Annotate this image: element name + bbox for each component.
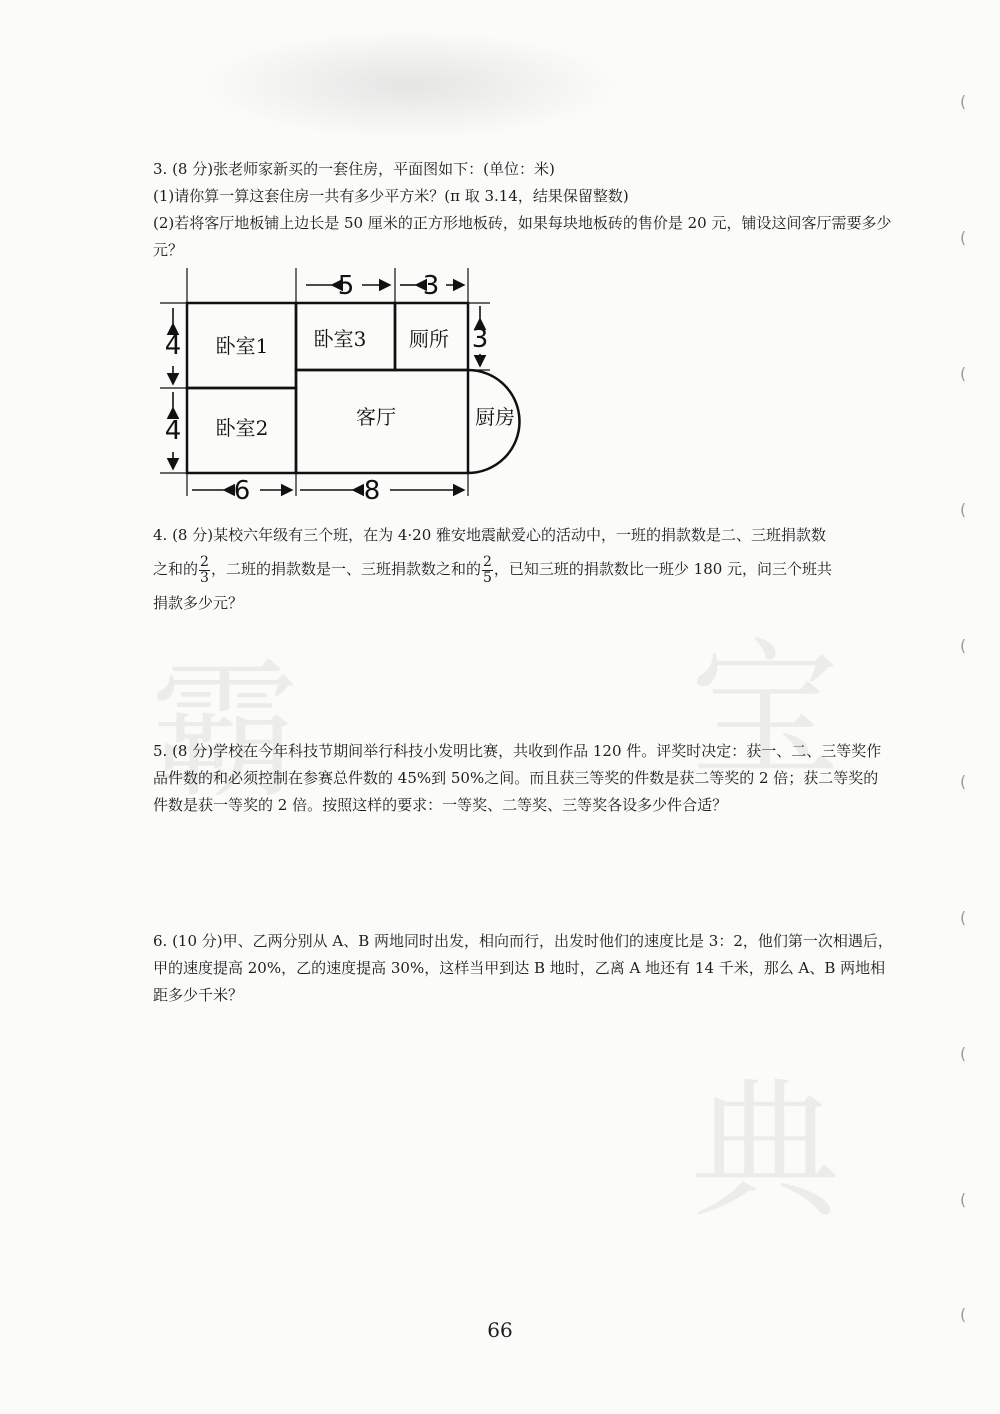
question-6-text: 6. (10 分)甲、乙两分别从 A、B 两地同时出发，相向而行，出发时他们的速度比是 3：2，他们第一次相遇后，甲的速度提高 20%，乙的速度提高 30%，这样当甲到达 B 地时，乙离 A 地还有 14 千米，那么 A、B 两地相距多少千米？ (153, 932, 893, 1004)
binding-hole-icon: ( (960, 908, 967, 927)
question-4-segment: 之和的 (153, 560, 199, 578)
room-label-bedroom3: 卧室3 (313, 327, 367, 351)
room-label-toilet: 厕所 (409, 327, 449, 351)
fraction-numerator: 2 (200, 553, 209, 570)
room-label-bedroom2: 卧室2 (215, 416, 269, 440)
fraction-two-thirds (199, 555, 210, 586)
watermark-char: 霸 (150, 645, 301, 819)
dimension-top-left: 5 (337, 271, 355, 301)
question-6 (153, 928, 893, 1009)
dimension-top-right: 3 (422, 271, 440, 301)
binding-hole-icon: ( (960, 636, 967, 655)
question-3-part-1: (1)请你算一算这套住房一共有多少平方米？(π 取 3.14，结果保留整数) (153, 187, 629, 205)
question-5-text: 5. (8 分)学校在今年科技节期间举行科技小发明比赛，共收到作品 120 件。评奖时决定：获一、二、三等奖作品件数的和必须控制在参赛总件数的 45%到 50%之间。而且获三等奖的件数是获二等奖的 2 倍；获二等奖的件数是获一等奖的 2 倍。按照这样的要求：一等奖、二等奖、三等奖各设多少件合适？ (153, 742, 882, 814)
question-4 (153, 518, 893, 620)
question-4-line-3: 捐款多少元？ (153, 594, 244, 612)
binding-hole-icon: ( (960, 228, 967, 247)
question-3-part-2: (2)若将客厅地板铺上边长是 50 厘米的正方形地板砖，如果每块地板砖的售价是 20 元，铺设这间客厅需要多少元？ (153, 214, 892, 259)
binding-hole-icon: ( (960, 500, 967, 519)
dimension-right: 3 (471, 324, 489, 354)
binding-hole-icon: ( (960, 1305, 967, 1324)
question-4-segment: ，已知三班的捐款数比一班少 180 元，问三个班共 (493, 560, 833, 578)
question-4-line-1: 4. (8 分)某校六年级有三个班，在为 4·20 雅安地震献爱心的活动中，一班的捐款数是二、三班捐款数 (153, 526, 827, 544)
dimension-bottom-right: 8 (363, 476, 381, 506)
room-label-bedroom1: 卧室1 (215, 334, 269, 358)
dimension-left-upper: 4 (164, 331, 182, 361)
binding-holes (960, 0, 980, 1414)
binding-hole-icon: ( (960, 1044, 967, 1063)
dimension-left-lower: 4 (164, 416, 182, 446)
question-3-header: 3. (8 分)张老师家新买的一套住房，平面图如下：(单位：米) (153, 160, 555, 178)
question-4-segment: ，二班的捐款数是一、三班捐款数之和的 (210, 560, 481, 578)
question-4-line-2 (153, 552, 893, 586)
binding-hole-icon: ( (960, 92, 967, 111)
question-3 (153, 156, 893, 264)
binding-hole-icon: ( (960, 772, 967, 791)
fraction-denominator: 5 (482, 569, 492, 586)
room-label-kitchen: 厨房 (475, 405, 515, 429)
scan-smudge (200, 30, 620, 140)
watermark-char: 典 (690, 1065, 841, 1239)
room-label-living-room: 客厅 (356, 405, 396, 429)
binding-hole-icon: ( (960, 1190, 967, 1209)
fraction-denominator: 3 (200, 569, 209, 586)
page-number: 66 (487, 1318, 513, 1342)
watermark-char: 宝 (690, 625, 841, 799)
floor-plan (150, 262, 530, 512)
fraction-numerator: 2 (482, 553, 492, 570)
binding-hole-icon: ( (960, 364, 967, 383)
fraction-two-fifths (482, 555, 493, 586)
question-5 (153, 738, 893, 819)
dimension-bottom-left: 6 (233, 476, 251, 506)
